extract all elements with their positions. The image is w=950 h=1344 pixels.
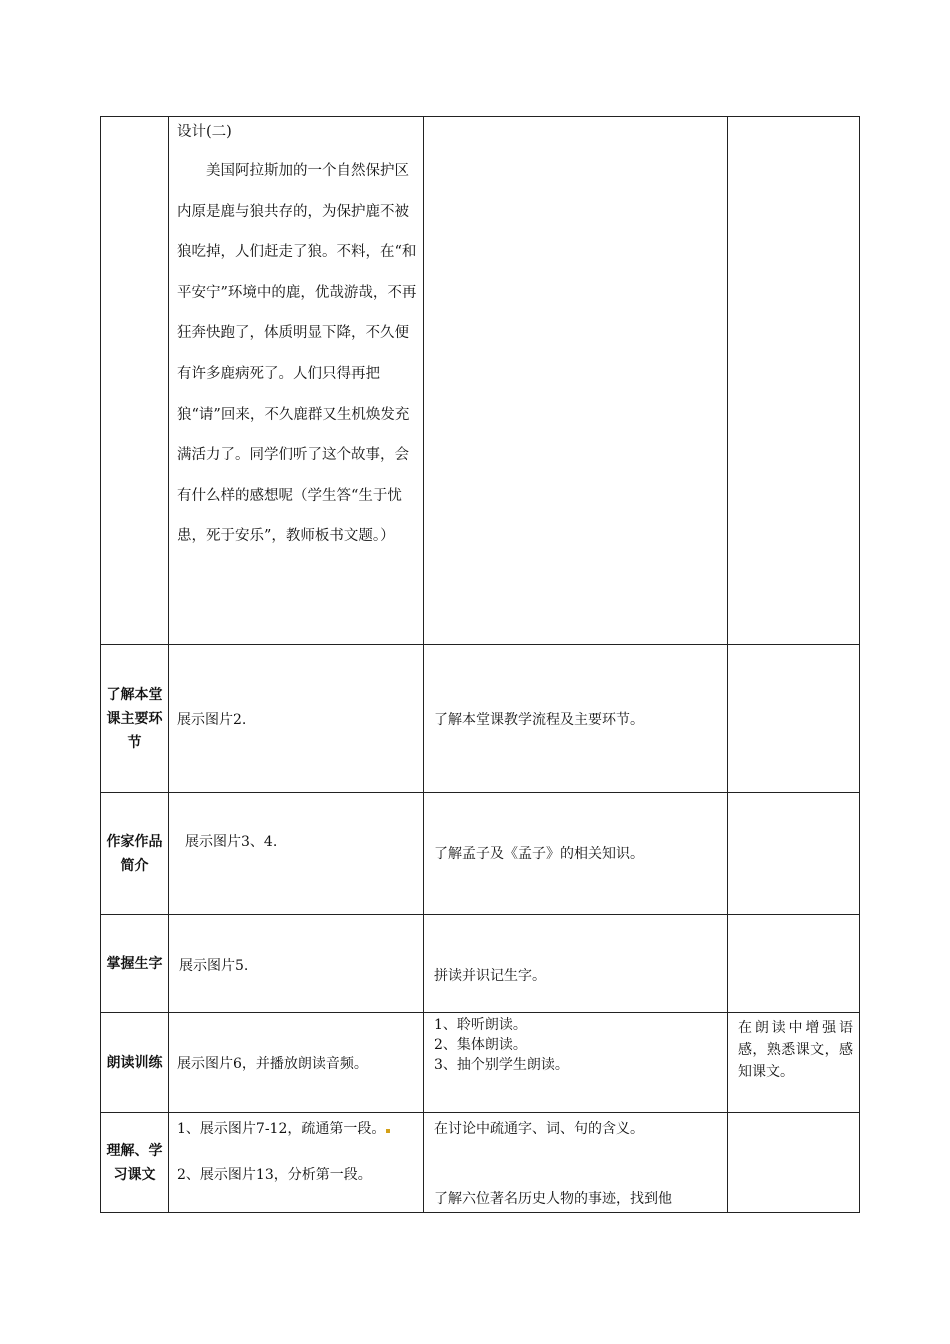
- student-activity: 了解本堂课教学流程及主要环节。: [434, 711, 644, 728]
- table-row: [101, 645, 860, 793]
- teacher-activity-cell: [169, 1113, 424, 1213]
- student-activity: 在讨论中疏通字、词、句的含义。: [434, 1121, 644, 1137]
- table-row: [101, 915, 860, 1013]
- note-cell: [728, 1113, 860, 1213]
- teacher-activity: 2、展示图片13，分析第一段。: [177, 1167, 372, 1183]
- student-activity-cell: [424, 915, 728, 1013]
- teacher-activity-cell: [169, 915, 424, 1013]
- lesson-plan-table: [100, 116, 860, 1213]
- note-cell: [728, 793, 860, 915]
- design-title: 设计(二): [177, 124, 232, 140]
- teacher-activity-cell: [169, 117, 424, 645]
- stage-cell: 掌握生字: [101, 915, 169, 1013]
- table-row: [101, 793, 860, 915]
- note-cell: [728, 645, 860, 793]
- student-activity: 拼读并识记生字。: [434, 968, 546, 984]
- stage-cell: 了解本堂课主要环节: [101, 645, 169, 793]
- note-cell: [728, 1013, 860, 1113]
- stage-cell: [101, 117, 169, 645]
- stage-cell: 作家作品简介: [101, 793, 169, 915]
- student-activity-cell: [424, 1113, 728, 1213]
- stage-cell: 朗读训练: [101, 1013, 169, 1113]
- teacher-activity: 展示图片6，并播放朗读音频。: [177, 1055, 368, 1072]
- student-activity: 了解孟子及《孟子》的相关知识。: [434, 846, 644, 862]
- teacher-activity: 展示图片2.: [177, 711, 247, 728]
- note-cell: [728, 117, 860, 645]
- table-row: [101, 1013, 860, 1113]
- design-intent: 在朗读中增强语感，熟悉课文，感知课文。: [738, 1020, 853, 1080]
- student-activity-cell: [424, 645, 728, 793]
- teacher-activity-cell: [169, 1013, 424, 1113]
- teacher-activity: 展示图片5.: [179, 958, 249, 974]
- teacher-activity-cell: [169, 793, 424, 915]
- student-activity-cell: [424, 793, 728, 915]
- stage-cell: 理解、学习课文: [101, 1113, 169, 1213]
- teacher-activity: 展示图片3、4.: [185, 834, 278, 850]
- highlight-mark: [386, 1129, 390, 1133]
- note-cell: [728, 915, 860, 1013]
- student-activity: 了解六位著名历史人物的事迹，找到他: [434, 1191, 672, 1207]
- student-activity-line: 2、集体朗读。: [434, 1037, 527, 1053]
- student-activity-cell: [424, 117, 728, 645]
- teacher-activity: 1、展示图片7-12，疏通第一段。: [177, 1121, 386, 1137]
- teacher-activity-cell: [169, 645, 424, 793]
- design-story: 美国阿拉斯加的一个自然保护区内原是鹿与狼共存的，为保护鹿不被狼吃掉，人们赶走了狼。不料，在“和平安宁”环境中的鹿，优哉游哉，不再狂奔快跑了，体质明显下降，不久便有许多鹿病死了。人们只得再把狼“请”回来，不久鹿群又生机焕发充满活力了。同学们听了这个故事，会有什么样的感想呢（学生答“生于忧患，死于安乐”，教师板书文题。）: [177, 163, 417, 545]
- student-activity-line: 3、抽个别学生朗读。: [434, 1057, 569, 1073]
- table-row: [101, 1113, 860, 1213]
- student-activity-cell: [424, 1013, 728, 1113]
- table-row: [101, 117, 860, 645]
- student-activity-line: 1、聆听朗读。: [434, 1017, 527, 1033]
